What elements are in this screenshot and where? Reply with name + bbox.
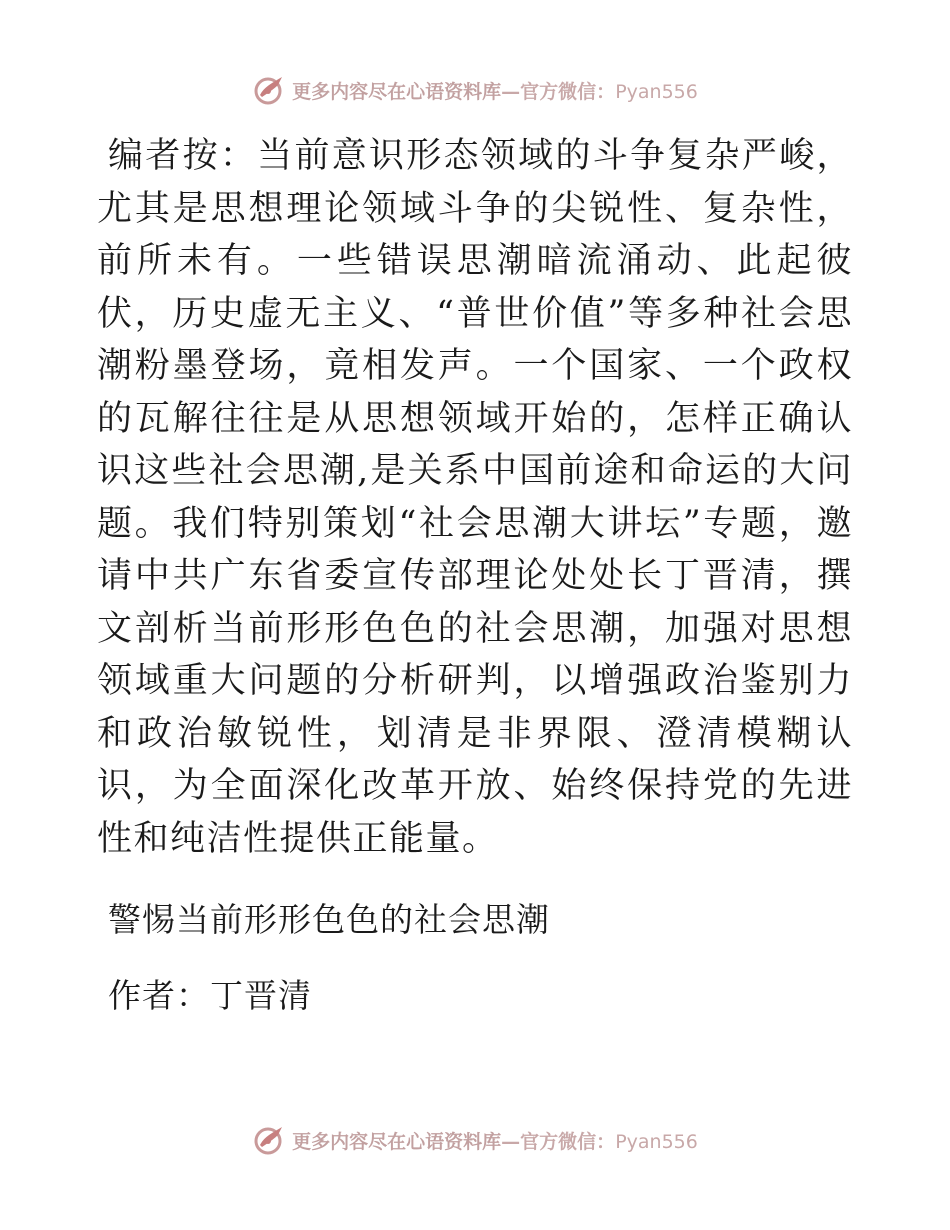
- watermark-wechat-id: Pyan556: [615, 80, 698, 103]
- watermark-brand: 更多内容尽在心语资料库: [292, 80, 502, 103]
- logo-icon: [252, 1123, 286, 1157]
- watermark-wechat-id: Pyan556: [615, 1130, 698, 1153]
- author-line: 作者：丁晋清: [108, 976, 312, 1015]
- editor-note-section: [97, 130, 853, 865]
- watermark-text: [292, 1127, 698, 1154]
- watermark-dash: —: [501, 80, 521, 103]
- footer-watermark: [0, 1120, 950, 1160]
- header-watermark: [0, 70, 950, 110]
- watermark-wechat-label: 官方微信：: [520, 1130, 616, 1153]
- watermark-brand: 更多内容尽在心语资料库: [292, 1130, 502, 1153]
- watermark-dash: —: [501, 1130, 521, 1153]
- watermark-wechat-label: 官方微信：: [520, 80, 616, 103]
- watermark-text: [292, 77, 698, 104]
- article-title: 警惕当前形形色色的社会思潮: [108, 900, 550, 939]
- editor-note-paragraph: 编者按：当前意识形态领域的斗争复杂严峻，尤其是思想理论领域斗争的尖锐性、复杂性，前所未有。一些错误思潮暗流涌动、此起彼伏，历史虚无主义、“普世价值”等多种社会思潮粉墨登场，竟相发声。一个国家、一个政权的瓦解往往是从思想领域开始的，怎样正确认识这些社会思潮,是关系中国前途和命运的大问题。我们特别策划“社会思潮大讲坛”专题，邀请中共广东省委宣传部理论处处长丁晋清，撰文剖析当前形形色色的社会思潮，加强对思想领域重大问题的分析研判，以增强政治鉴别力和政治敏锐性，划清是非界限、澄清模糊认识，为全面深化改革开放、始终保持党的先进性和纯洁性提供正能量。: [97, 136, 853, 859]
- logo-icon: [252, 73, 286, 107]
